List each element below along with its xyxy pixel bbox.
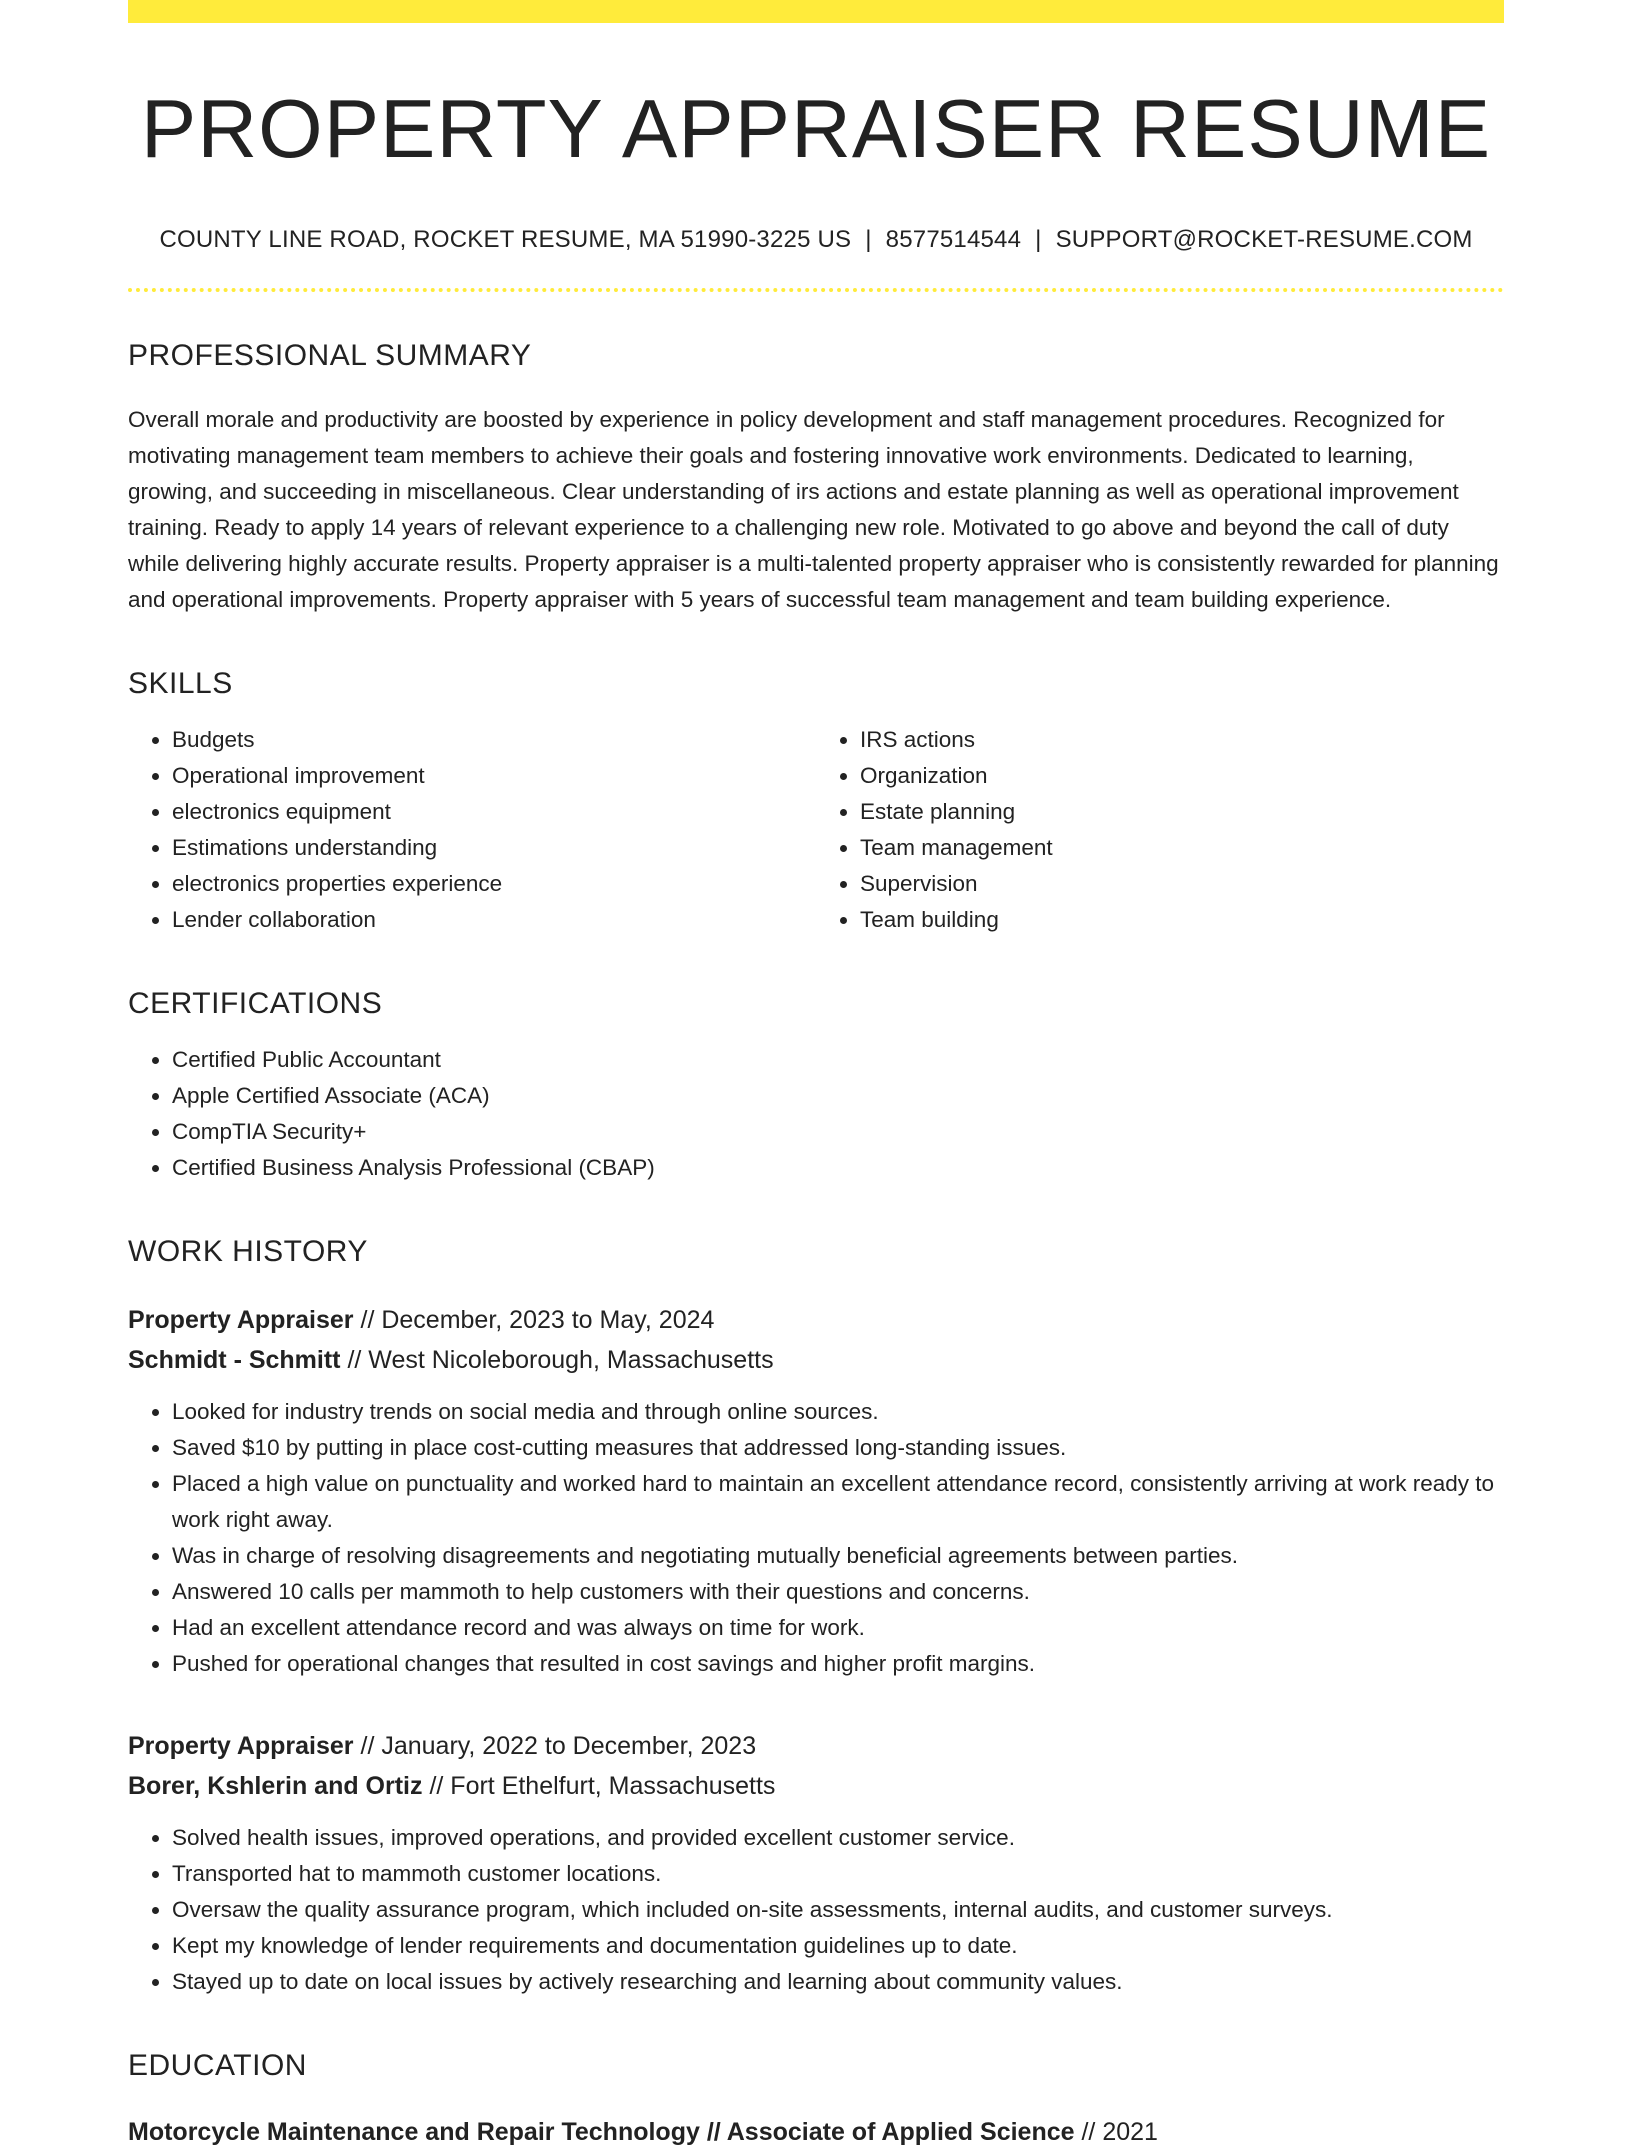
skill-item: • electronics equipment: [172, 794, 816, 830]
job-bullet: • Placed a high value on punctuality and worked hard to maintain an excellent attendance record, consistently arriving at work ready to work right away.: [172, 1466, 1504, 1538]
job-bullet: • Answered 10 calls per mammoth to help customers with their questions and concerns.: [172, 1574, 1504, 1610]
section-heading: WORK HISTORY: [128, 1235, 368, 1269]
skill-item: • Organization: [860, 758, 1504, 794]
section-heading: EDUCATION: [128, 2049, 307, 2083]
contact-address: COUNTY LINE ROAD, ROCKET RESUME, MA 51990-3225 US: [159, 226, 852, 254]
job-bullet: • Oversaw the quality assurance program, which included on-site assessments, internal audits, and customer surveys.: [172, 1892, 1504, 1928]
skills-section: [128, 666, 1504, 938]
dotted-divider: [128, 288, 1504, 292]
job-bullet: • Pushed for operational changes that resulted in cost savings and higher profit margins.: [172, 1646, 1504, 1682]
job-location: // Fort Ethelfurt, Massachusetts: [422, 1772, 776, 1801]
job-bullet: • Stayed up to date on local issues by actively researching and learning about community values.: [172, 1964, 1504, 2000]
job-dates: // January, 2022 to December, 2023: [353, 1732, 757, 1761]
certifications-section: [128, 986, 1504, 1186]
job-company-line: [128, 1766, 1504, 1806]
skills-left-list: [128, 722, 816, 938]
skill-item: • electronics properties experience: [172, 866, 816, 902]
contact-email: SUPPORT@ROCKET-RESUME.COM: [1055, 226, 1473, 254]
summary-section: [128, 338, 1504, 618]
job-bullets: [128, 1820, 1504, 2000]
skill-item: • Team management: [860, 830, 1504, 866]
skills-columns: [128, 722, 1504, 938]
job-bullet: • Was in charge of resolving disagreements and negotiating mutually beneficial agreements between parties.: [172, 1538, 1504, 1574]
job-bullet: • Kept my knowledge of lender requirements and documentation guidelines up to date.: [172, 1928, 1504, 1964]
certification-item: • Apple Certified Associate (ACA): [172, 1078, 1504, 1114]
contact-phone: 8577514544: [885, 226, 1022, 254]
certification-item: • Certified Business Analysis Professional (CBAP): [172, 1150, 1504, 1186]
resume-title: PROPERTY APPRAISER RESUME: [140, 82, 1492, 175]
job-entry: [128, 1726, 1504, 2000]
section-heading: CERTIFICATIONS: [128, 987, 383, 1021]
job-bullet: • Looked for industry trends on social media and through online sources.: [172, 1394, 1504, 1430]
work-history-section: [128, 1234, 1504, 2000]
contact-separator: |: [1035, 226, 1042, 254]
summary-text: Overall morale and productivity are boosted by experience in policy development and staff management procedures. Recognized for motivating management team members to achieve their goals and fostering innovative work environments. Dedicated to learning, growing, and succeeding in miscellaneous. Clear understanding of irs actions and estate planning as well as operational improvement training. Ready to apply 14 years of relevant experience to a challenging new role. Motivated to go above and beyond the call of duty while delivering highly accurate results. Property appraiser is a multi-talented property appraiser who is consistently rewarded for planning and operational improvements. Property appraiser with 5 years of successful team management and team building experience.: [128, 407, 1499, 613]
job-company: Borer, Kshlerin and Ortiz: [128, 1772, 423, 1801]
top-accent-bar: [128, 0, 1504, 23]
job-title: Property Appraiser: [128, 1732, 354, 1761]
certifications-list: [128, 1042, 1504, 1186]
skill-item: • IRS actions: [860, 722, 1504, 758]
job-bullet: • Solved health issues, improved operations, and provided excellent customer service.: [172, 1820, 1504, 1856]
job-title-line: [128, 1726, 1504, 1766]
job-dates: // December, 2023 to May, 2024: [353, 1306, 715, 1335]
section-heading: SKILLS: [128, 667, 233, 701]
certification-item: • CompTIA Security+: [172, 1114, 1504, 1150]
skill-item: • Estimations understanding: [172, 830, 816, 866]
job-bullets: [128, 1394, 1504, 1682]
section-heading: PROFESSIONAL SUMMARY: [128, 339, 532, 373]
job-bullet: • Saved $10 by putting in place cost-cutting measures that addressed long-standing issues.: [172, 1430, 1504, 1466]
skill-item: • Lender collaboration: [172, 902, 816, 938]
job-bullet: • Transported hat to mammoth customer locations.: [172, 1856, 1504, 1892]
education-year: // 2021: [1074, 2118, 1158, 2147]
contact-separator: |: [865, 226, 872, 254]
job-company: Schmidt - Schmitt: [128, 1346, 341, 1375]
job-company-line: [128, 1340, 1504, 1380]
job-entry: [128, 1300, 1504, 1682]
job-bullet: • Had an excellent attendance record and was always on time for work.: [172, 1610, 1504, 1646]
contact-line: [128, 226, 1504, 254]
job-title-line: [128, 1300, 1504, 1340]
education-degree: Motorcycle Maintenance and Repair Technology // Associate of Applied Science: [128, 2118, 1075, 2147]
skill-item: • Estate planning: [860, 794, 1504, 830]
job-title: Property Appraiser: [128, 1306, 354, 1335]
education-entry: [128, 2112, 1504, 2152]
skill-item: • Operational improvement: [172, 758, 816, 794]
skill-item: • Supervision: [860, 866, 1504, 902]
skills-right-list: [816, 722, 1504, 938]
skill-item: • Budgets: [172, 722, 816, 758]
certification-item: • Certified Public Accountant: [172, 1042, 1504, 1078]
skill-item: • Team building: [860, 902, 1504, 938]
education-section: [128, 2048, 1504, 2152]
resume-page: [128, 0, 1504, 2152]
job-location: // West Nicoleborough, Massachusetts: [340, 1346, 774, 1375]
